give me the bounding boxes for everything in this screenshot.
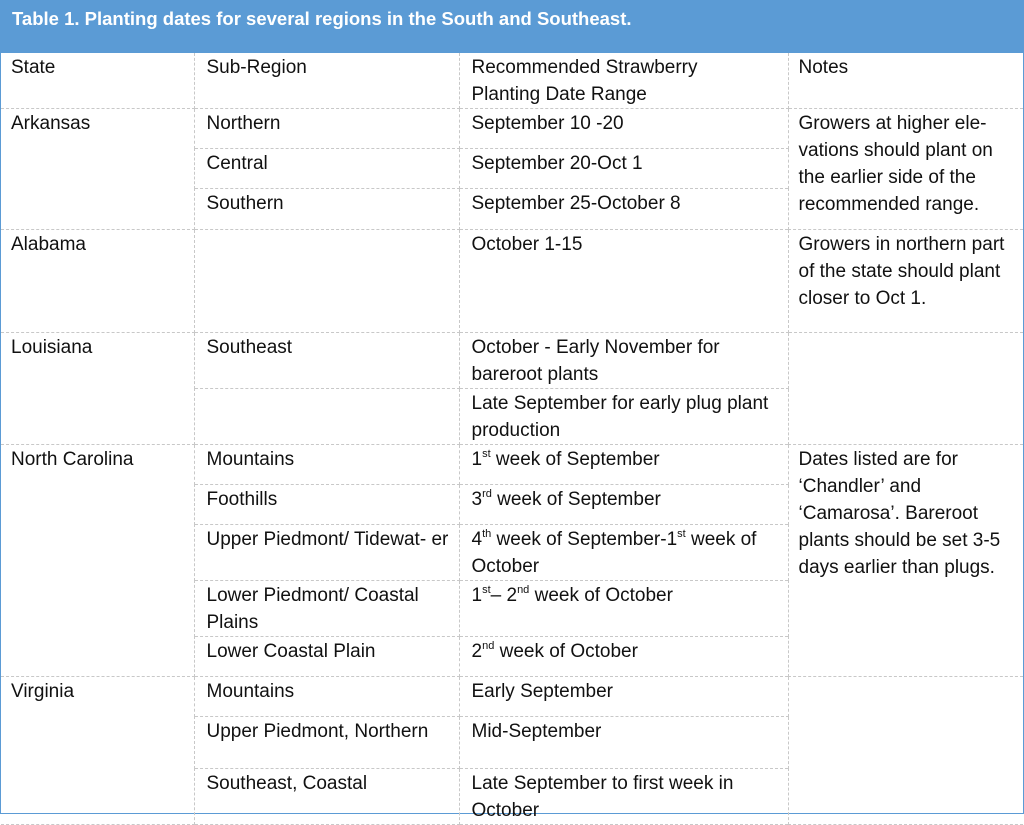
date-cell: October - Early November for bareroot plants [459, 333, 788, 389]
notes-alabama: Growers in northern part of the state should plant closer to Oct 1. [788, 230, 1023, 333]
date-text: – 2 [490, 585, 518, 606]
date-text: week of October [494, 641, 638, 662]
date-text: week of October [529, 585, 673, 606]
date-cell: September 25-October 8 [459, 189, 788, 230]
date-cell: Early September [459, 677, 788, 717]
date-cell [459, 485, 788, 525]
ordinal-number: 3 [471, 489, 483, 510]
header-date-line2: Planting Date Range [471, 84, 647, 105]
subregion-cell: Central [194, 149, 459, 189]
subregion-cell: Mountains [194, 677, 459, 717]
subregion-cell: Lower Coastal Plain [194, 637, 459, 677]
header-subregion: Sub-Region [194, 53, 459, 109]
subregion-cell: Northern [194, 109, 459, 149]
table-row [1, 333, 1023, 389]
date-text: week of September [490, 449, 660, 470]
subregion-cell: Lower Piedmont/ Coastal Plains [194, 581, 459, 637]
notes-virginia [788, 677, 1023, 825]
header-state: State [1, 53, 194, 109]
date-cell: Late September to first week in October [459, 769, 788, 825]
date-cell [459, 637, 788, 677]
date-cell: Mid-September [459, 717, 788, 769]
notes-north-carolina: Dates listed are for ‘Chandler’ and ‘Camarosa’. Bareroot plants should be set 3-5 days earlier than plugs. [788, 445, 1023, 677]
state-north-carolina: North Carolina [1, 445, 194, 677]
date-cell: Late September for early plug plant production [459, 389, 788, 445]
ordinal-number: 1 [471, 449, 483, 470]
table-row [1, 677, 1023, 717]
subregion-cell: Southeast, Coastal [194, 769, 459, 825]
state-arkansas: Arkansas [1, 109, 194, 230]
header-row [1, 53, 1023, 109]
subregion-cell [194, 389, 459, 445]
ordinal-suffix: nd [482, 639, 495, 652]
table-container [1, 53, 1023, 821]
header-date-line1: Recommended Strawberry [471, 57, 698, 78]
table-row [1, 230, 1023, 333]
notes-louisiana [788, 333, 1023, 445]
ordinal-number: 1 [471, 585, 483, 606]
state-virginia: Virginia [1, 677, 194, 825]
subregion-cell [194, 230, 459, 333]
ordinal-number: 4 [471, 529, 483, 550]
header-notes: Notes [788, 53, 1023, 109]
date-text: week of September [491, 489, 661, 510]
date-text: week of October [471, 529, 757, 577]
date-cell: September 20-Oct 1 [459, 149, 788, 189]
date-cell: September 10 -20 [459, 109, 788, 149]
subregion-cell: Foothills [194, 485, 459, 525]
subregion-cell: Southern [194, 189, 459, 230]
date-cell [459, 445, 788, 485]
state-louisiana: Louisiana [1, 333, 194, 445]
subregion-cell: Upper Piedmont/ Tidewat- er [194, 525, 459, 581]
table-row [1, 109, 1023, 149]
ordinal-suffix: nd [517, 583, 530, 596]
planting-dates-table [1, 53, 1023, 825]
date-cell [459, 525, 788, 581]
ordinal-suffix: st [482, 447, 491, 460]
ordinal-number: 2 [471, 641, 483, 662]
subregion-cell: Southeast [194, 333, 459, 389]
table-caption: Table 1. Planting dates for several regions in the South and Southeast. [1, 1, 1023, 53]
subregion-cell: Upper Piedmont, Northern [194, 717, 459, 769]
date-cell [459, 581, 788, 637]
ordinal-suffix: st [482, 583, 491, 596]
ordinal-suffix: rd [482, 487, 492, 500]
table-row [1, 445, 1023, 485]
header-date-range [459, 53, 788, 109]
subregion-cell: Mountains [194, 445, 459, 485]
ordinal-suffix: st [677, 527, 686, 540]
state-alabama: Alabama [1, 230, 194, 333]
date-text: week of September-1 [491, 529, 678, 550]
date-cell: October 1-15 [459, 230, 788, 333]
ordinal-suffix: th [482, 527, 492, 540]
notes-arkansas: Growers at higher ele- vations should plant on the earlier side of the recommended range. [788, 109, 1023, 230]
